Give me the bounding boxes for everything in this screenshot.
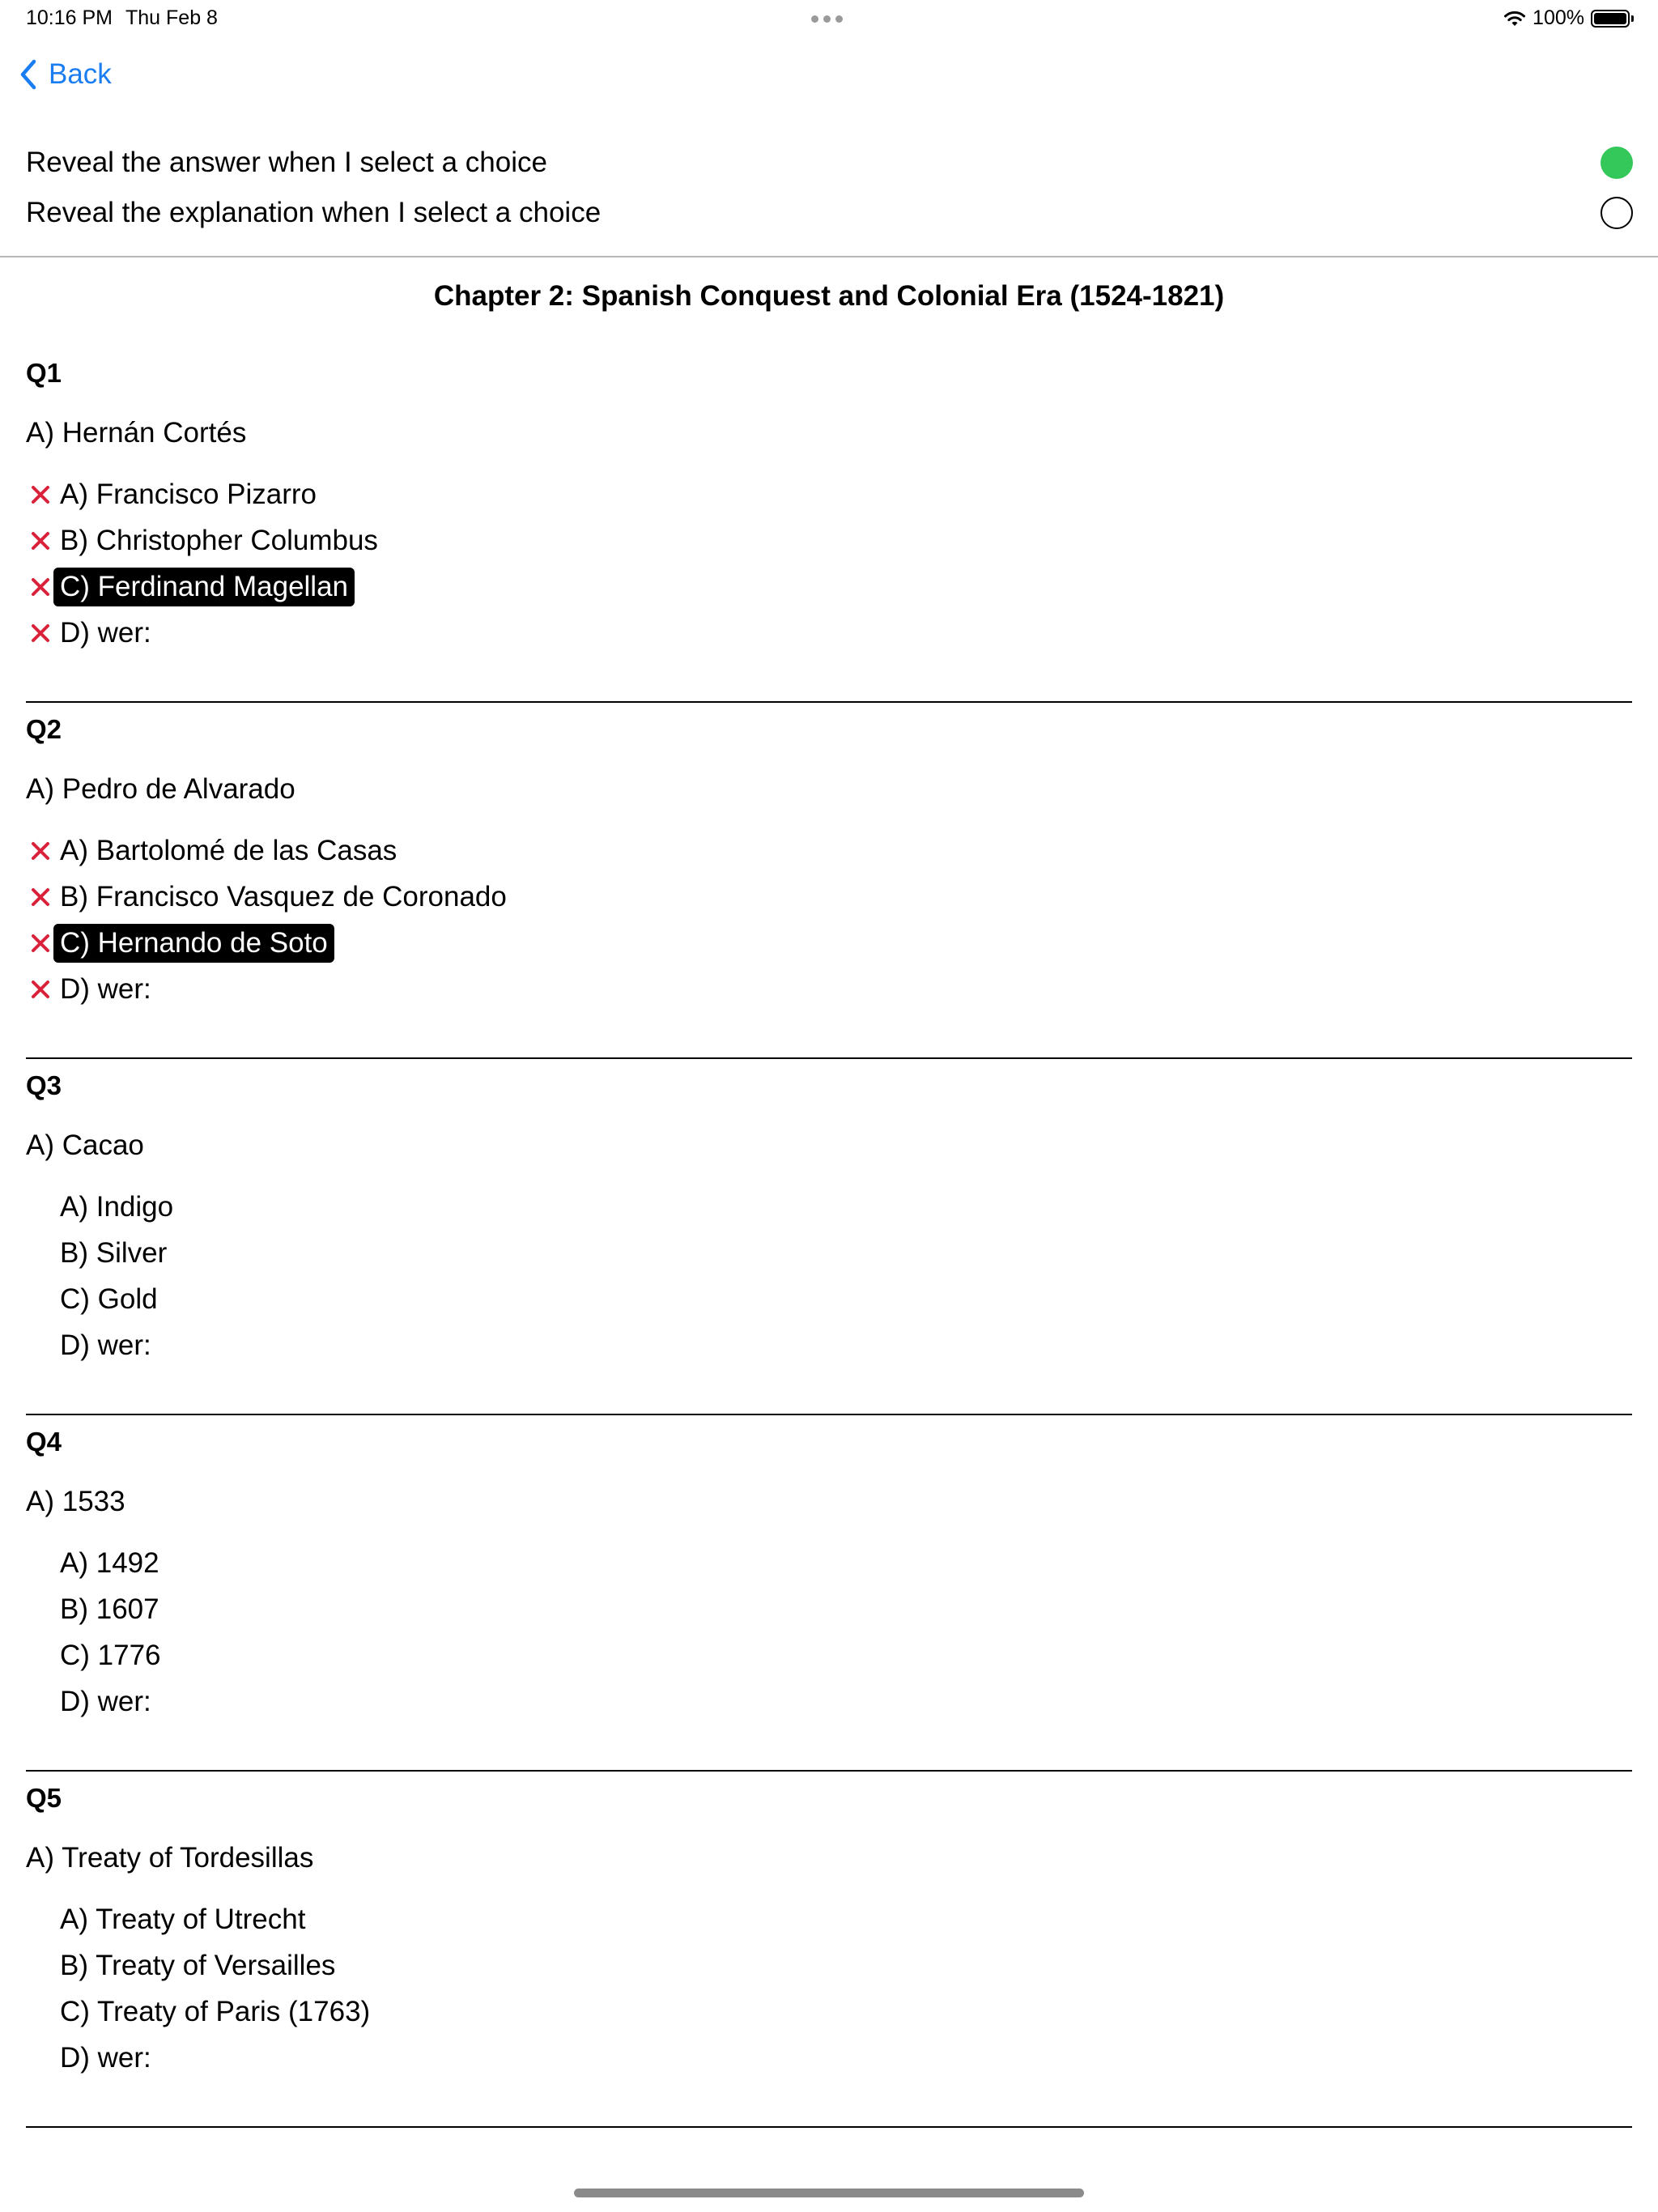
selected-choice-label: C) Ferdinand Magellan (53, 568, 355, 606)
question-block-q3 (26, 1059, 1632, 1415)
question-block-q2 (26, 703, 1632, 1059)
choice-label: C) Treaty of Paris (1763) (60, 1995, 371, 2027)
multitasking-dots-icon[interactable] (811, 15, 843, 23)
choice-label: D) wer: (60, 1685, 151, 1717)
question-answer: A) Treaty of Tordesillas (26, 1842, 314, 1874)
back-label: Back (49, 58, 112, 90)
choice-item[interactable] (26, 1540, 168, 1586)
question-label: Q3 (26, 1070, 62, 1100)
choice-label: D) wer: (60, 972, 151, 1005)
choice-label: A) Francisco Pizarro (60, 478, 317, 510)
choice-item[interactable] (26, 1322, 180, 1368)
question-answer: A) Pedro de Alvarado (26, 773, 295, 805)
reveal-explanation-label: Reveal the explanation when I select a choice (26, 197, 602, 228)
choice-label: C) Gold (60, 1283, 158, 1315)
status-date: Thu Feb 8 (125, 6, 218, 29)
question-block-q1 (26, 347, 1632, 703)
question-block-q4 (26, 1415, 1632, 1772)
choice-item[interactable] (26, 1989, 376, 2035)
status-time: 10:16 PM (26, 6, 113, 29)
choice-list (26, 1184, 180, 1368)
choice-item[interactable] (26, 1632, 168, 1678)
choice-list (26, 827, 513, 1012)
choice-item[interactable] (26, 564, 385, 610)
choice-label: A) Indigo (60, 1190, 174, 1223)
choice-item[interactable] (26, 1678, 168, 1725)
choice-label: A) 1492 (60, 1546, 159, 1579)
question-block-q5 (26, 1772, 1632, 2128)
reveal-explanation-toggle[interactable] (1601, 197, 1633, 229)
question-label: Q5 (26, 1783, 62, 1813)
choice-list (26, 1896, 376, 2081)
choice-label: B) 1607 (60, 1593, 159, 1625)
choice-label: B) Silver (60, 1236, 168, 1269)
choice-label: C) 1776 (60, 1639, 161, 1671)
choice-list (26, 1540, 168, 1725)
choice-label: B) Francisco Vasquez de Coronado (60, 880, 507, 912)
question-label: Q1 (26, 358, 62, 388)
choice-item[interactable] (26, 874, 513, 920)
choice-item[interactable] (26, 517, 385, 564)
choice-item[interactable] (26, 610, 385, 656)
question-label: Q4 (26, 1427, 62, 1457)
selected-choice-label: C) Hernando de Soto (53, 924, 334, 963)
choice-item[interactable] (26, 1230, 180, 1276)
status-bar (0, 0, 1658, 39)
choice-item[interactable] (26, 2035, 376, 2081)
reveal-answer-row[interactable] (26, 143, 1633, 182)
reveal-answer-label: Reveal the answer when I select a choice (26, 147, 547, 178)
choice-item[interactable] (26, 1942, 376, 1989)
choice-label: B) Treaty of Versailles (60, 1949, 336, 1981)
chapter-title: Chapter 2: Spanish Conquest and Colonial Era (1524-1821) (433, 280, 1225, 312)
back-button[interactable] (19, 58, 112, 91)
battery-icon (1591, 10, 1634, 28)
choice-item[interactable] (26, 1896, 376, 1942)
choice-label: A) Bartolomé de las Casas (60, 834, 397, 866)
choice-label: D) wer: (60, 2041, 151, 2074)
wifi-icon (1503, 10, 1526, 28)
question-answer: A) Hernán Cortés (26, 417, 247, 449)
question-answer: A) 1533 (26, 1486, 125, 1517)
choice-item[interactable] (26, 827, 513, 874)
home-indicator[interactable] (574, 2189, 1084, 2197)
chevron-left-icon (19, 59, 37, 90)
reveal-explanation-row[interactable] (26, 194, 1633, 232)
question-label: Q2 (26, 714, 62, 744)
header-divider (0, 256, 1658, 257)
choice-item[interactable] (26, 920, 513, 966)
choice-item[interactable] (26, 966, 513, 1012)
battery-percent: 100% (1533, 6, 1584, 29)
choice-label: D) wer: (60, 1329, 151, 1361)
question-divider (26, 2126, 1632, 2128)
status-indicators (1503, 6, 1634, 30)
choice-label: D) wer: (60, 616, 151, 649)
question-answer: A) Cacao (26, 1129, 144, 1161)
choice-item[interactable] (26, 1586, 168, 1632)
choice-label: B) Christopher Columbus (60, 524, 378, 556)
choice-item[interactable] (26, 1276, 180, 1322)
choice-item[interactable] (26, 1184, 180, 1230)
choice-list (26, 471, 385, 656)
reveal-answer-toggle[interactable] (1601, 147, 1633, 179)
choice-item[interactable] (26, 471, 385, 517)
choice-label: A) Treaty of Utrecht (60, 1903, 306, 1935)
